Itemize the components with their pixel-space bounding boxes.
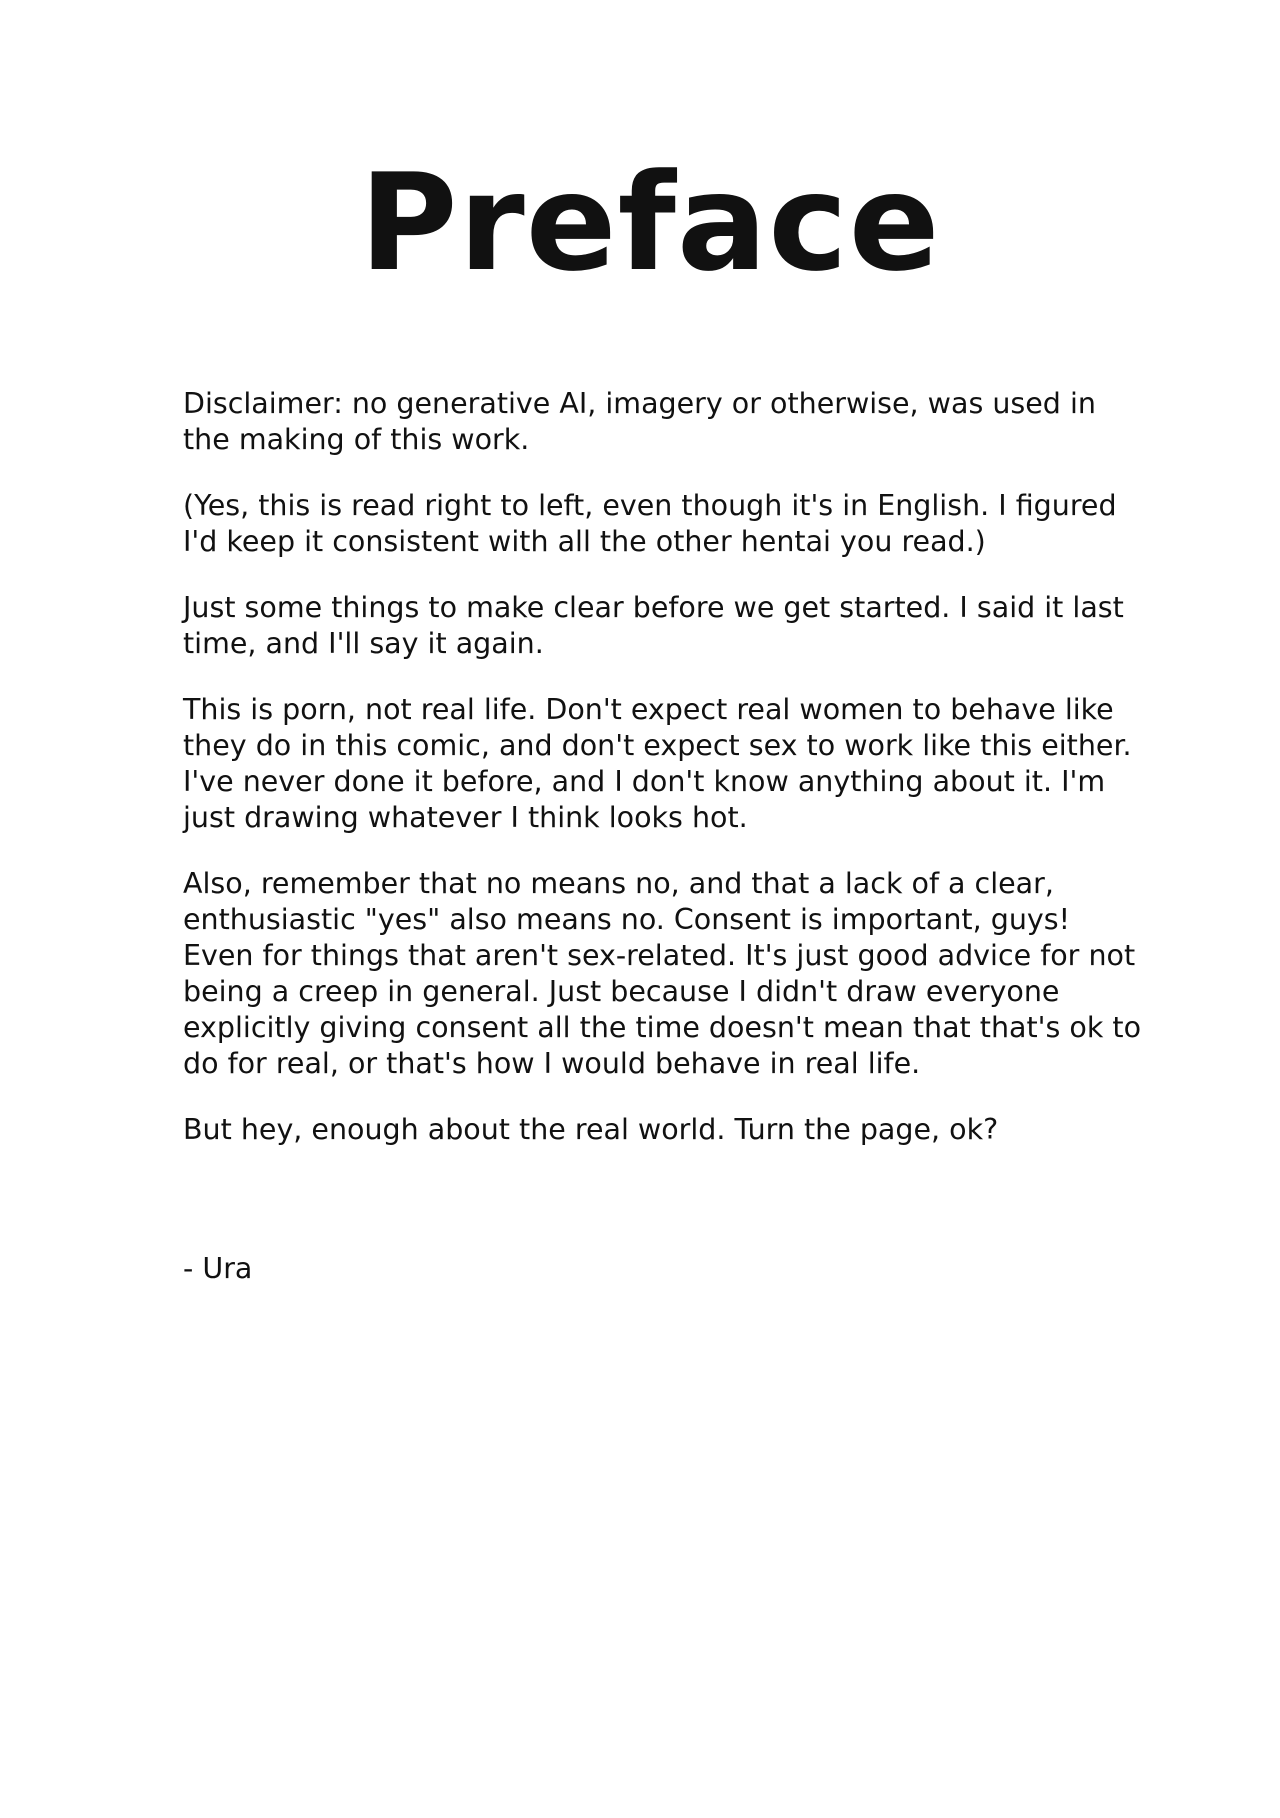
paragraph-disclaimer: Disclaimer: no generative AI, imagery or otherwise, was used in the making of this work. — [183, 387, 1096, 456]
page-title: Preface — [359, 145, 941, 301]
paragraph-turn-page: But hey, enough about the real world. Turn the page, ok? — [183, 1113, 999, 1146]
paragraph-consent: Also, remember that no means no, and that a lack of a clear, enthusiastic "yes" also means no. Consent is important, guys! Even for things that aren't sex-related. It's just good advice for not being a creep in general. Just because I didn't draw everyone explicitly giving consent all the time doesn't mean that that's ok to do for real, or that's how I would behave in real life. — [183, 867, 1142, 1080]
paragraph-not-real-life: This is porn, not real life. Don't expect real women to behave like they do in this comic, and don't expect sex to work like this either. I've never done it before, and I don't know anything about it. I'm just drawing whatever I think looks hot. — [183, 693, 1132, 834]
paragraph-reading-direction: (Yes, this is read right to left, even though it's in English. I figured I'd keep it consistent with all the other hentai you read.) — [183, 489, 1117, 558]
author-signature: - Ura — [183, 1252, 253, 1285]
paragraph-intro: Just some things to make clear before we get started. I said it last time, and I'll say it again. — [183, 591, 1124, 660]
preface-body — [183, 386, 1143, 1178]
